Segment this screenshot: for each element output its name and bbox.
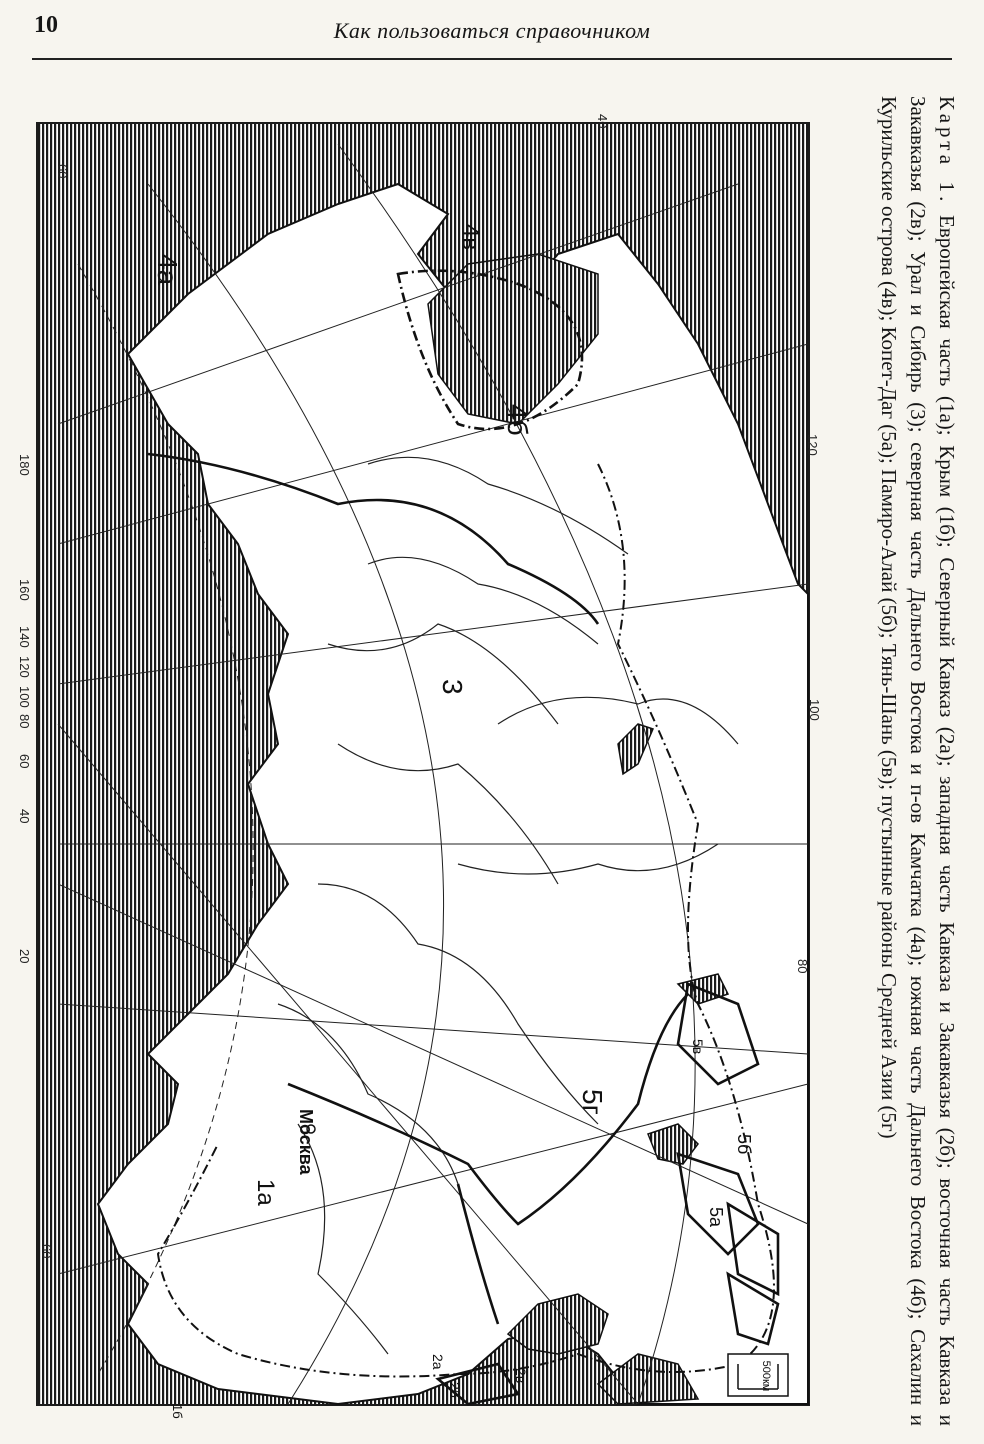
map-caption bbox=[843, 96, 961, 1426]
label-3: 3 bbox=[437, 679, 468, 695]
label-5a: 5а bbox=[706, 1207, 726, 1228]
label-5g: 5г bbox=[577, 1089, 608, 1115]
deg-label: 160 bbox=[17, 579, 32, 601]
deg-label: 40 bbox=[17, 809, 32, 824]
city-label-moscow: Москва bbox=[296, 1109, 316, 1175]
caption-lead: Карта 1. bbox=[935, 96, 959, 206]
deg-label: 60 bbox=[17, 754, 32, 769]
deg-label: 20 bbox=[17, 949, 32, 964]
deg-label: 180 bbox=[17, 454, 32, 476]
deg-label: 60 bbox=[55, 164, 70, 179]
label-5b: 5б bbox=[734, 1134, 754, 1155]
map-figure bbox=[17, 114, 822, 1419]
running-title: Как пользоваться справочником bbox=[333, 18, 651, 43]
scale-bar bbox=[728, 1354, 788, 1396]
label-2a: 2а bbox=[430, 1354, 446, 1370]
scale-label: 500км bbox=[760, 1360, 772, 1392]
label-4a: 4а bbox=[152, 254, 183, 286]
label-4b: 4б bbox=[502, 404, 533, 436]
map-svg bbox=[17, 114, 822, 1419]
label-4v: 4в bbox=[457, 224, 484, 251]
label-2b: 2б bbox=[447, 1382, 463, 1398]
header-rule bbox=[32, 58, 952, 60]
caption-text: Европейская часть (1а); Крым (1б); Северный Кавказ (2а); западная часть Кавказа и Закавказья (2б); восточная часть Кавказа и Закавказья (2в); Урал и Сибирь (3); северная часть Дальнего Востока и п-ов Камчатка (4а); южная часть Дальнего Востока (4б); Сахалин и Курильские острова (4в); Копет-Даг (5а); Памиро-Алай (5б); Тянь-Шань (5в); пустынные районы Средней Азии (5г) bbox=[877, 96, 959, 1426]
label-5v: 5в bbox=[690, 1039, 706, 1055]
deg-label: 60 bbox=[39, 1244, 54, 1259]
deg-label: 100 bbox=[807, 699, 822, 721]
deg-label: 120 bbox=[17, 656, 32, 678]
deg-label: 80 bbox=[795, 959, 810, 974]
deg-label: 140 bbox=[17, 626, 32, 648]
page-number: 10 bbox=[34, 12, 58, 38]
label-2v: 2в bbox=[513, 1368, 529, 1384]
deg-label: 120 bbox=[805, 434, 820, 456]
deg-label: 100 bbox=[17, 686, 32, 708]
deg-label: 80 bbox=[17, 714, 32, 729]
label-1b: 1б bbox=[170, 1404, 185, 1419]
deg-label: 40 bbox=[595, 114, 610, 129]
label-1a: 1а bbox=[252, 1179, 279, 1206]
